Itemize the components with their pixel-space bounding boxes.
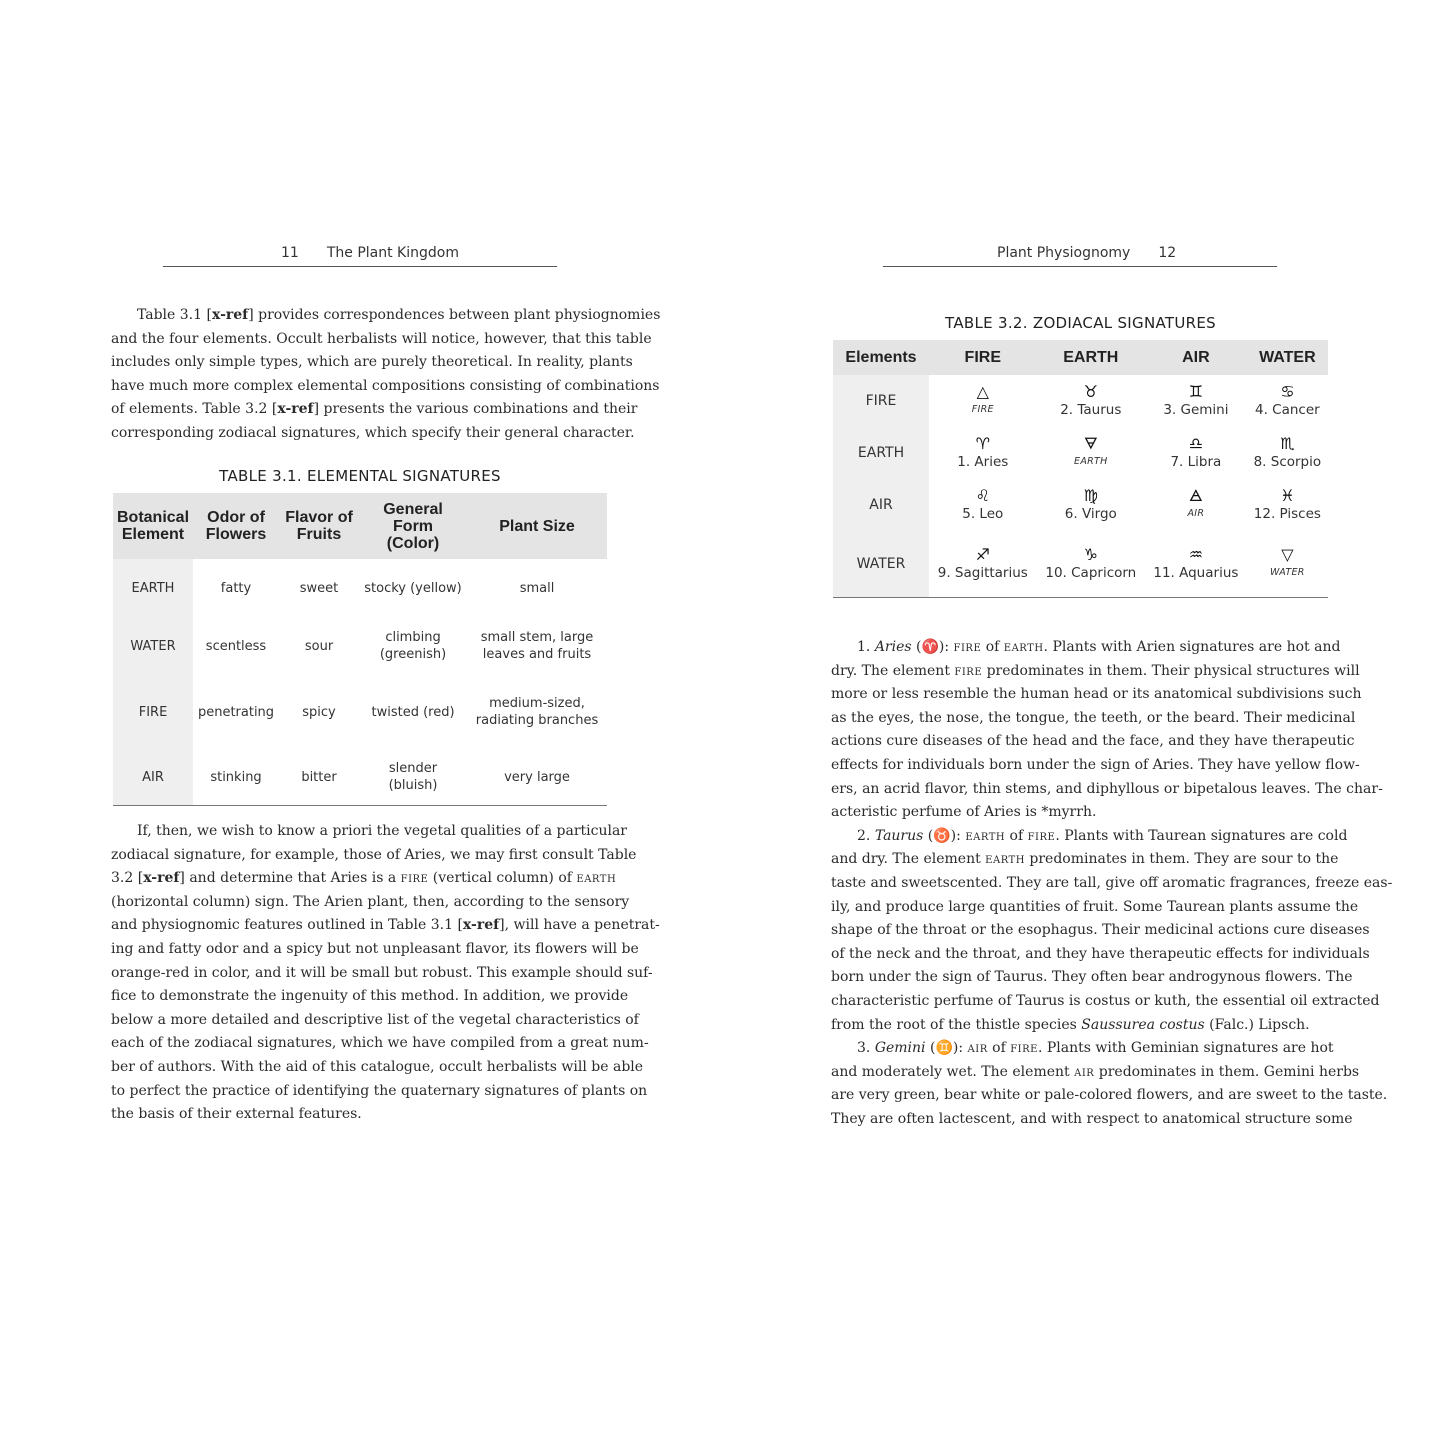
table32-element-cell: EARTH xyxy=(833,427,929,479)
zodiac-glyph-icon: ♊ xyxy=(1188,382,1204,401)
element-smallcaps: fire xyxy=(1027,827,1056,844)
right-body-line: 2. Taurus (♉): earth of fire. Plants with Taurean signatures are cold xyxy=(857,827,1348,844)
table32-header-row xyxy=(833,340,1328,375)
table32-column-header: WATER xyxy=(1247,340,1328,375)
table31-row xyxy=(113,749,607,806)
table31-elemental-signatures xyxy=(113,493,607,806)
right-page-number: 12 xyxy=(1158,245,1177,261)
intro-line: Table 3.1 [x-ref] provides correspondences between plant physiognomies xyxy=(137,307,661,323)
table31-cell-flavor: bitter xyxy=(279,749,359,806)
intro-line: includes only simple types, which are purely theoretical. In reality, plants xyxy=(111,354,633,371)
zodiac-label: 6. Virgo xyxy=(1064,506,1117,522)
table31-column-header: Flavor of Fruits xyxy=(279,493,359,559)
element-smallcaps: fire xyxy=(954,662,983,679)
zodiac-label: 12. Pisces xyxy=(1253,506,1321,522)
table32-zodiacal-signatures xyxy=(833,340,1328,598)
zodiac-glyph-icon: ♍ xyxy=(1083,486,1098,505)
zodiac-cell xyxy=(1037,479,1145,531)
table32-caption: TABLE 3.2. ZODIACAL SIGNATURES xyxy=(945,314,1216,332)
xref-marker: x-ref xyxy=(462,917,500,934)
table31-cell-odor: penetrating xyxy=(197,704,275,720)
zodiac-cell xyxy=(929,375,1037,427)
zodiac-label: EARTH xyxy=(1074,456,1108,467)
zodiac-glyph-icon: 🜃 xyxy=(1083,434,1098,453)
table31-caption: TABLE 3.1. ELEMENTAL SIGNATURES xyxy=(219,467,501,485)
table32-row xyxy=(833,479,1328,531)
zodiac-cell xyxy=(1145,375,1247,427)
zodiac-glyph-icon: ♉ xyxy=(1083,382,1098,401)
table32-column-header: FIRE xyxy=(929,340,1037,375)
right-body-line: dry. The element fire predominates in them. Their physical structures will xyxy=(831,662,1360,679)
body-line: orange-red in color, and it will be small but robust. This example should suf- xyxy=(111,964,653,981)
body-line: ing and fatty odor and a spicy but not unpleasant flavor, its flowers will be xyxy=(111,940,639,957)
table31-cell-flavor: sweet xyxy=(299,580,339,596)
element-smallcaps: earth xyxy=(1003,639,1044,655)
right-body-line: effects for individuals born under the sign of Aries. They have yellow flow- xyxy=(831,756,1360,773)
zodiac-cell xyxy=(1037,427,1145,479)
intro-line: corresponding zodiacal signatures, which specify their general character. xyxy=(111,424,635,441)
zodiac-glyph-icon: ♑ xyxy=(1083,545,1098,564)
element-smallcaps: fire xyxy=(1010,1040,1038,1057)
left-page-title: The Plant Kingdom xyxy=(326,245,459,261)
xref-marker: x-ref xyxy=(211,307,249,323)
table31-element-cell: AIR xyxy=(113,749,193,806)
table31-cell-odor: scentless xyxy=(205,638,267,654)
body-line: and physiognomic features outlined in Table 3.1 [x-ref], will have a penetrat- xyxy=(111,917,660,934)
right-body-line: actions cure diseases of the head and the face, and they have therapeutic xyxy=(831,733,1355,750)
zodiac-cell xyxy=(1247,531,1328,598)
zodiac-label: WATER xyxy=(1270,567,1305,578)
right-body-line: of the neck and the throat, and they have therapeutic effects for individuals xyxy=(831,945,1370,962)
zodiac-label: 9. Sagittarius xyxy=(937,565,1028,581)
table31-cell-form: climbing (greenish) xyxy=(379,630,447,662)
zodiac-glyph-icon: ♋ xyxy=(1280,382,1295,401)
body-line: each of the zodiacal signatures, which we have compiled from a great num- xyxy=(111,1035,649,1052)
italic-term: Saussurea costus xyxy=(1081,1016,1205,1033)
zodiac-glyph-icon: 🜁 xyxy=(1188,486,1203,505)
zodiac-cell xyxy=(1145,531,1247,598)
table31-cell-form: twisted (red) xyxy=(371,704,455,720)
table32-column-header: EARTH xyxy=(1037,340,1145,375)
table31-column-header: Plant Size xyxy=(467,493,607,559)
body-line: 3.2 [x-ref] and determine that Aries is a fire (vertical column) of earth xyxy=(111,870,617,887)
zodiac-glyph-icon: △ xyxy=(976,382,989,401)
zodiac-cell xyxy=(1037,375,1145,427)
right-body-line: born under the sign of Taurus. They often bear androgynous flowers. The xyxy=(831,969,1353,986)
element-smallcaps: air xyxy=(1074,1063,1095,1080)
right-body-line: shape of the throat or the esophagus. Their medicinal actions cure diseases xyxy=(831,922,1370,939)
table32-column-header: Elements xyxy=(833,340,929,375)
zodiac-glyph-icon: ♓ xyxy=(1280,486,1295,505)
zodiac-cell xyxy=(929,479,1037,531)
right-body-line: are very green, bear white or pale-colored flowers, and are sweet to the taste. xyxy=(831,1087,1388,1104)
element-smallcaps: air xyxy=(967,1040,988,1057)
zodiac-label: 1. Aries xyxy=(957,454,1009,470)
element-smallcaps: earth xyxy=(576,870,617,887)
zodiac-glyph-icon: ♈ xyxy=(975,434,990,453)
italic-term: Aries xyxy=(874,639,912,655)
zodiac-label: FIRE xyxy=(971,404,994,415)
zodiac-cell xyxy=(1247,375,1328,427)
zodiac-label: 4. Cancer xyxy=(1255,402,1320,418)
zodiac-glyph-icon: ♐ xyxy=(975,545,990,564)
italic-term: Gemini xyxy=(874,1040,926,1057)
table31-cell-size: small stem, large leaves and fruits xyxy=(480,630,594,662)
zodiac-cell xyxy=(929,531,1037,598)
right-body-text xyxy=(831,636,1393,1131)
right-body-line: 3. Gemini (♊): air of fire. Plants with Geminian signatures are hot xyxy=(857,1040,1334,1057)
body-line: ber of authors. With the aid of this catalogue, occult herbalists will be able xyxy=(111,1058,644,1075)
right-body-line: more or less resemble the human head or its anatomical subdivisions such xyxy=(831,686,1362,703)
zodiac-label: 8. Scorpio xyxy=(1253,454,1322,470)
right-page-title: Plant Physiognomy xyxy=(997,245,1131,261)
table32-column-header: AIR xyxy=(1145,340,1247,375)
table31-cell-odor: fatty xyxy=(220,580,252,596)
zodiac-label: 11. Aquarius xyxy=(1153,565,1239,581)
element-smallcaps: fire xyxy=(953,639,982,655)
zodiac-cell xyxy=(1037,531,1145,598)
table32-row xyxy=(833,375,1328,427)
right-body-line: taste and sweetscented. They are tall, give off aromatic fragrances, freeze eas- xyxy=(831,874,1393,891)
zodiac-label: AIR xyxy=(1187,508,1205,519)
xref-marker: x-ref xyxy=(143,870,180,887)
right-body-line: characteristic perfume of Taurus is costus or kuth, the essential oil extracted xyxy=(831,992,1380,1009)
right-body-line: and dry. The element earth predominates in them. They are sour to the xyxy=(831,851,1339,868)
table31-header-row xyxy=(113,493,607,559)
body-line: (horizontal column) sign. The Arien plant, then, according to the sensory xyxy=(111,893,630,910)
body-line: below a more detailed and descriptive list of the vegetal characteristics of xyxy=(111,1011,639,1028)
table32-element-cell: FIRE xyxy=(833,375,929,427)
zodiac-glyph-icon: ♌ xyxy=(975,486,990,505)
table31-cell-flavor: spicy xyxy=(302,704,336,720)
element-smallcaps: earth xyxy=(965,827,1006,844)
right-body-line: ers, an acrid flavor, thin stems, and diphyllous or bipetalous leaves. The char- xyxy=(831,780,1383,797)
table32-row xyxy=(833,531,1328,598)
body-line: fice to demonstrate the ingenuity of this method. In addition, we provide xyxy=(111,988,629,1005)
zodiac-cell xyxy=(1247,427,1328,479)
table31-cell-form: stocky (yellow) xyxy=(364,580,462,596)
left-page-number: 11 xyxy=(281,245,299,261)
element-smallcaps: fire xyxy=(400,870,429,887)
left-running-head xyxy=(163,245,557,267)
zodiac-label: 3. Gemini xyxy=(1163,402,1229,418)
right-body-line: from the root of the thistle species Saussurea costus (Falc.) Lipsch. xyxy=(831,1016,1310,1033)
table31-cell-flavor: sour xyxy=(304,638,334,654)
table31-element-cell: FIRE xyxy=(113,675,193,749)
element-smallcaps: earth xyxy=(985,851,1025,868)
table31-cell-form: slender (bluish) xyxy=(359,749,467,806)
body-line: to perfect the practice of identifying the quaternary signatures of plants on xyxy=(111,1082,648,1099)
table31-element-cell: EARTH xyxy=(113,559,193,617)
zodiac-glyph-icon: ♒ xyxy=(1188,545,1204,564)
intro-line: have much more complex elemental compositions consisting of combinations xyxy=(111,377,660,394)
xref-marker: x-ref xyxy=(277,401,314,418)
table31-column-header: Odor of Flowers xyxy=(193,493,279,559)
table31-column-header: General Form (Color) xyxy=(359,493,467,559)
body-line: the basis of their external features. xyxy=(111,1106,362,1123)
zodiac-cell xyxy=(1145,479,1247,531)
zodiac-cell xyxy=(1145,427,1247,479)
body-line: zodiacal signature, for example, those of Aries, we may first consult Table xyxy=(111,846,637,863)
left-body-paragraph xyxy=(111,820,660,1127)
table32-element-cell: WATER xyxy=(833,531,929,598)
table31-cell-size: very large xyxy=(467,749,607,806)
left-intro-paragraph xyxy=(111,304,661,446)
zodiac-label: 5. Leo xyxy=(962,506,1004,522)
zodiac-label: 2. Taurus xyxy=(1060,402,1122,418)
right-running-head xyxy=(883,245,1277,267)
table31-element-cell: WATER xyxy=(113,617,193,675)
table32-row xyxy=(833,427,1328,479)
zodiac-glyph-icon: ▽ xyxy=(1281,545,1294,564)
right-body-line: acteristic perfume of Aries is *myrrh. xyxy=(831,804,1097,821)
zodiac-glyph-icon: ♏ xyxy=(1280,434,1295,453)
right-body-line: as the eyes, the nose, the tongue, the teeth, or the beard. Their medicinal xyxy=(831,709,1356,726)
right-body-line: They are often lactescent, and with respect to anatomical structure some xyxy=(831,1110,1353,1127)
right-body-line: ily, and produce large quantities of fruit. Some Taurean plants assume the xyxy=(831,898,1359,915)
intro-line: of elements. Table 3.2 [x-ref] presents the various combinations and their xyxy=(111,401,638,418)
table31-row xyxy=(113,617,607,675)
table32-element-cell: AIR xyxy=(833,479,929,531)
right-body-line: and moderately wet. The element air predominates in them. Gemini herbs xyxy=(831,1063,1360,1080)
italic-term: Taurus xyxy=(874,827,924,844)
table31-cell-odor: stinking xyxy=(193,749,279,806)
body-line: If, then, we wish to know a priori the vegetal qualities of a particular xyxy=(137,823,627,839)
table31-cell-size: medium-sized, radiating branches xyxy=(475,696,599,728)
right-body-line: 1. Aries (♈): fire of earth. Plants with Arien signatures are hot and xyxy=(857,639,1341,655)
intro-line: and the four elements. Occult herbalists will notice, however, that this table xyxy=(111,330,652,347)
table31-column-header: Botanical Element xyxy=(113,493,193,559)
table31-cell-size: small xyxy=(519,580,555,596)
zodiac-label: 10. Capricorn xyxy=(1045,565,1137,581)
table31-row xyxy=(113,559,607,617)
table31-row xyxy=(113,675,607,749)
zodiac-label: 7. Libra xyxy=(1170,454,1222,470)
zodiac-glyph-icon: ♎ xyxy=(1188,434,1204,453)
zodiac-cell xyxy=(929,427,1037,479)
zodiac-cell xyxy=(1247,479,1328,531)
